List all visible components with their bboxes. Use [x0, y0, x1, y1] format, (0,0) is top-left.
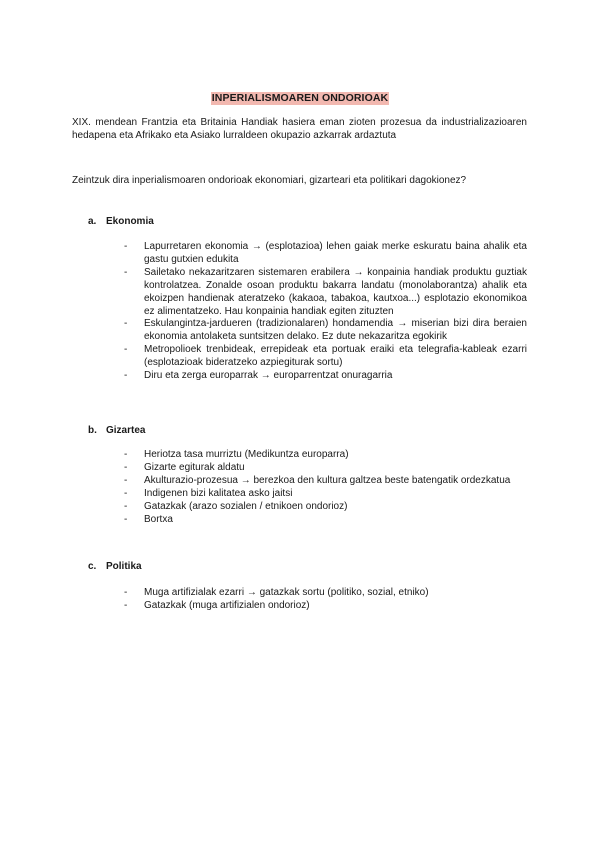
bullet-dash: -	[124, 241, 128, 252]
bullet-dash: -	[124, 599, 128, 611]
section-letter: a.	[88, 216, 97, 227]
bullet-dash: -	[124, 487, 128, 499]
intro-paragraph: XIX. mendean Frantzia eta Britainia Handiak hasiera eman zioten prozesua da industrializazioaren hedapena eta Afrikako eta Asiako lurraldeen okupazio azkarrak ardaztuta	[72, 117, 527, 141]
section-title: Gizartea	[106, 425, 146, 436]
list-item-text: Lapurretaren ekonomia → (esplotazioa) lehen gaiak merke eskuratu baina ahalik eta gastu gutxien edukita	[144, 241, 527, 265]
bullet-dash: -	[124, 587, 128, 598]
list-item	[124, 344, 527, 370]
list-item-text: Sailetako nekazaritzaren sistemaren erabilera → konpainia handiak produktu guztiak kontrolatzea. Zonalde osoan produktu bakarra landatu (monolaborantza) ahalik eta ekoizpen handienak ateratzeko (kakaoa, tabakoa, kautxoa...) esplotazio ekonomikoa ez alimentatzeko. Hau konpainia handiak egiten zituzten	[144, 266, 527, 317]
list-item-text: Muga artifizialak ezarri → gatazkak sortu (politiko, sozial, etniko)	[144, 587, 429, 598]
list-item	[124, 449, 527, 462]
bullet-dash: -	[124, 344, 128, 356]
list-item-text: Heriotza tasa murriztu (Medikuntza europarra)	[144, 449, 349, 460]
bullet-dash: -	[124, 474, 128, 486]
bullet-dash: -	[124, 449, 128, 460]
list-item	[124, 514, 527, 527]
bullet-list	[124, 449, 527, 526]
section-ekonomia	[88, 215, 528, 382]
question-paragraph: Zeintzuk dira inperialismoaren ondorioak ekonomiari, gizarteari eta politikari dagokionez?	[72, 175, 467, 186]
bullet-list	[124, 241, 527, 383]
list-item-text: Diru eta zerga europarrak → europarrentzat onuragarria	[144, 370, 393, 382]
page-title: INPERIALISMOAREN ONDORIOAK	[211, 92, 389, 104]
list-item	[124, 241, 527, 267]
list-item-text: Indigenen bizi kalitatea asko jaitsi	[144, 487, 293, 499]
list-item	[124, 370, 527, 383]
bullet-dash: -	[124, 318, 128, 330]
list-item	[124, 600, 527, 613]
list-item	[124, 587, 527, 600]
section-heading	[88, 424, 528, 437]
list-item-text: Gatazkak (muga artifizialen ondorioz)	[144, 599, 310, 611]
list-item-text: Gizarte egiturak aldatu	[144, 461, 245, 473]
section-letter: b.	[88, 425, 97, 436]
list-item-text: Bortxa	[144, 513, 173, 525]
list-item-text: Gatazkak (arazo sozialen / etnikoen ondorioz)	[144, 500, 348, 512]
section-gizartea	[88, 424, 528, 525]
list-item-text: Eskulangintza-jardueren (tradizionalaren) hondamendia → miserian bizi dira beraien ekonomia antolaketa suntsitzen delako. Ez dute nekazaritza egokirik	[144, 318, 527, 343]
bullet-dash: -	[124, 370, 128, 382]
bullet-dash: -	[124, 266, 128, 278]
title-container	[0, 88, 600, 106]
bullet-dash: -	[124, 513, 128, 525]
bullet-dash: -	[124, 461, 128, 473]
list-item	[124, 267, 527, 319]
section-title: Politika	[106, 561, 142, 572]
section-politika	[88, 560, 528, 611]
section-heading	[88, 215, 528, 228]
bullet-dash: -	[124, 500, 128, 512]
list-item	[124, 318, 527, 344]
list-item-text: Akulturazio-prozesua → berezkoa den kultura galtzea beste batengatik ordezkatua	[144, 474, 511, 486]
section-letter: c.	[88, 561, 97, 572]
list-item	[124, 462, 527, 475]
bullet-list	[124, 587, 527, 613]
list-item	[124, 475, 527, 488]
section-title: Ekonomia	[106, 216, 154, 227]
list-item-text: Metropolioek trenbideak, errepideak eta portuak eraiki eta telegrafia-kableak ezarri (esplotazioak bideratzeko azpiegiturak sortu)	[144, 344, 527, 369]
section-heading	[88, 560, 528, 573]
list-item	[124, 501, 527, 514]
list-item	[124, 488, 527, 501]
